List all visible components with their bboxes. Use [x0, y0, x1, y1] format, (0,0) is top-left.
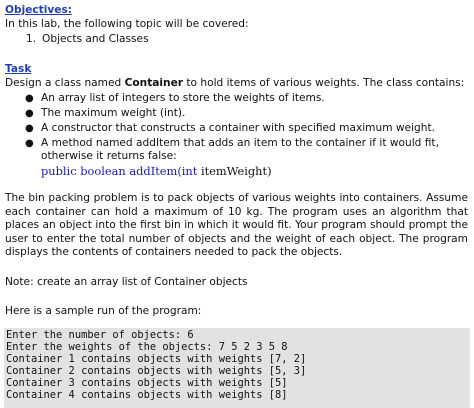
method-signature [41, 164, 272, 178]
console-output [4, 328, 470, 408]
console-line: Container 3 contains objects with weights [5] [6, 377, 288, 389]
task-bullet-2: The maximum weight (int). [41, 107, 186, 119]
objectives-item-number: 1. [26, 33, 37, 45]
method-signature-param: itemWeight) [197, 164, 272, 178]
objectives-item-text: Objects and Classes [42, 33, 149, 45]
task-bullet-1: An array list of integers to store the weights of items. [41, 92, 325, 104]
task-intro-prefix: Design a class named [5, 77, 125, 89]
console-line: Container 2 contains objects with weights [5, 3] [6, 365, 307, 377]
console-line: Container 1 contains objects with weights [7, 2] [6, 353, 307, 365]
bullet-dot-icon: ● [25, 93, 34, 104]
console-line: Enter the weights of the objects: 7 5 2 3 5 8 [6, 341, 288, 353]
objectives-intro: In this lab, the following topic will be covered: [5, 18, 249, 30]
console-line: Enter the number of objects: 6 [6, 329, 194, 341]
task-heading: Task [5, 63, 32, 75]
bullet-dot-icon: ● [25, 138, 34, 149]
bullet-dot-icon: ● [25, 108, 34, 119]
note-text: Note: create an array list of Container objects [5, 276, 248, 288]
console-line: Container 4 contains objects with weights [8] [6, 389, 288, 401]
task-bullet-4: A method named addItem that adds an item to the container if it would fit, otherwise it returns false: [41, 137, 439, 162]
task-intro-class-name: Container [124, 77, 183, 89]
problem-description: The bin packing problem is to pack objects of various weights into containers. Assume each container can hold a maximum of 10 kg. The program uses an algorithm that places an object into the first bin in which it would fit. Your program should prompt the user to enter the total number of objects and the weight of each object. The program displays the contents of containers needed to pack the objects. [5, 192, 468, 259]
task-bullet-3: A constructor that constructs a container with specified maximum weight. [41, 122, 435, 134]
bullet-dot-icon: ● [25, 123, 34, 134]
task-intro [5, 77, 468, 90]
method-signature-keywords: public boolean addItem(int [41, 164, 198, 178]
objectives-heading: Objectives: [5, 4, 73, 16]
sample-run-intro: Here is a sample run of the program: [5, 305, 202, 317]
task-intro-suffix: to hold items of various weights. The class contains: [183, 77, 465, 89]
